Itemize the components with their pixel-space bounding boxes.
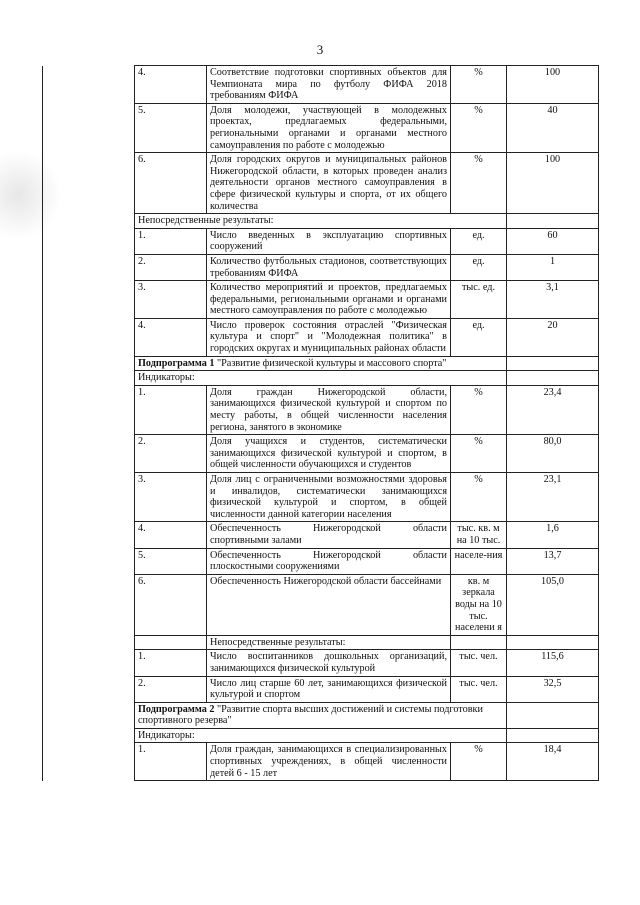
indicator-value: 23,1 [507, 473, 599, 522]
indicator-description: Доля граждан, занимающихся в специализированных спортивных учреждениях, в общей численности детей 6 - 15 лет [207, 743, 451, 781]
unit-of-measure: тыс. чел. [451, 650, 507, 676]
indicator-value: 32,5 [507, 676, 599, 702]
blank-column-cell [43, 743, 135, 781]
indicator-value: 13,7 [507, 548, 599, 574]
subprogram-heading [135, 356, 507, 371]
unit-of-measure: % [451, 473, 507, 522]
table-row [43, 214, 599, 229]
empty-value-cell [507, 635, 599, 650]
row-number: 1. [135, 228, 207, 254]
indicator-description: Количество футбольных стадионов, соответствующих требованиям ФИФА [207, 254, 451, 280]
table-row [43, 281, 599, 319]
table-row [43, 356, 599, 371]
blank-column-cell [43, 574, 135, 635]
table-row [43, 702, 599, 728]
unit-of-measure: ед. [451, 228, 507, 254]
table-row [43, 153, 599, 214]
blank-column-cell [43, 702, 135, 728]
blank-column-cell [43, 66, 135, 104]
indicator-description: Количество мероприятий и проектов, предлагаемых федеральными, региональными органами и органами местного самоуправления по работе с молодежью [207, 281, 451, 319]
indicator-value: 80,0 [507, 435, 599, 473]
indicator-description: Число проверок состояния отраслей "Физическая культура и спорт" и "Молодежная политика" в городских округах и муниципальных районах области [207, 318, 451, 356]
indicator-description: Число введенных в эксплуатацию спортивных сооружений [207, 228, 451, 254]
empty-unit-cell [451, 635, 507, 650]
blank-column-cell [43, 728, 135, 743]
row-number: 2. [135, 435, 207, 473]
unit-of-measure: % [451, 66, 507, 104]
row-number [135, 635, 207, 650]
row-number: 2. [135, 254, 207, 280]
indicator-description: Доля лиц с ограниченными возможностями здоровья и инвалидов, систематически занимающихся физической культурой и спортом, в общей численности данной категории населения [207, 473, 451, 522]
unit-of-measure: % [451, 385, 507, 434]
blank-column-cell [43, 103, 135, 152]
blank-column-cell [43, 522, 135, 548]
empty-value-cell [507, 356, 599, 371]
unit-of-measure: % [451, 153, 507, 214]
indicator-value: 100 [507, 66, 599, 104]
section-heading: Индикаторы: [135, 728, 507, 743]
table-row [43, 385, 599, 434]
subprogram-name: "Развитие спорта высших достижений и системы подготовки спортивного резерва" [138, 703, 483, 727]
blank-column-cell [43, 153, 135, 214]
section-heading: Непосредственные результаты: [207, 635, 451, 650]
row-number: 6. [135, 574, 207, 635]
table-row [43, 650, 599, 676]
indicator-description: Число воспитанников дошкольных организаций, занимающихся физической культурой [207, 650, 451, 676]
row-number: 1. [135, 385, 207, 434]
table-row [43, 66, 599, 104]
unit-of-measure: тыс. кв. м на 10 тыс. [451, 522, 507, 548]
indicator-description: Доля городских округов и муниципальных районов Нижегородской области, в которых проведен анализ деятельности органов местного самоуправления в сфере физической культуры и спорта, от их общего количества [207, 153, 451, 214]
indicator-description: Доля граждан Нижегородской области, занимающихся физической культурой и спортом по месту работы, в общей численности населения региона, занятого в экономике [207, 385, 451, 434]
table-row [43, 635, 599, 650]
blank-column-cell [43, 635, 135, 650]
blank-column-cell [43, 650, 135, 676]
blank-column-cell [43, 228, 135, 254]
table-row [43, 371, 599, 386]
subprogram-title: Подпрограмма 1 [138, 357, 215, 369]
indicator-description: Обеспеченность Нижегородской области плоскостными сооружениями [207, 548, 451, 574]
table-row [43, 318, 599, 356]
blank-column-cell [43, 371, 135, 386]
table-row [43, 435, 599, 473]
row-number: 4. [135, 522, 207, 548]
row-number: 3. [135, 473, 207, 522]
page-number: 3 [316, 42, 324, 57]
indicator-value: 115,6 [507, 650, 599, 676]
section-heading: Непосредственные результаты: [135, 214, 507, 229]
blank-column-cell [43, 254, 135, 280]
unit-of-measure: тыс. ед. [451, 281, 507, 319]
section-heading: Индикаторы: [135, 371, 507, 386]
row-number: 5. [135, 548, 207, 574]
indicator-value: 18,4 [507, 743, 599, 781]
table-row [43, 473, 599, 522]
subprogram-name: "Развитие физической культуры и массового спорта" [214, 357, 447, 369]
indicator-description: Обеспеченность Нижегородской области спортивными залами [207, 522, 451, 548]
blank-column-cell [43, 318, 135, 356]
empty-value-cell [507, 214, 599, 229]
unit-of-measure: ед. [451, 318, 507, 356]
empty-value-cell [507, 371, 599, 386]
unit-of-measure: населе-ния [451, 548, 507, 574]
row-number: 5. [135, 103, 207, 152]
indicator-value: 20 [507, 318, 599, 356]
row-number: 3. [135, 281, 207, 319]
blank-column-cell [43, 356, 135, 371]
table-row [43, 548, 599, 574]
indicator-value: 3,1 [507, 281, 599, 319]
unit-of-measure: % [451, 435, 507, 473]
subprogram-title: Подпрограмма 2 [138, 703, 215, 715]
indicator-value: 40 [507, 103, 599, 152]
indicator-value: 1 [507, 254, 599, 280]
indicator-value: 60 [507, 228, 599, 254]
row-number: 4. [135, 318, 207, 356]
indicator-value: 105,0 [507, 574, 599, 635]
table-row [43, 676, 599, 702]
unit-of-measure: % [451, 743, 507, 781]
row-number: 1. [135, 743, 207, 781]
table-row [43, 574, 599, 635]
row-number: 4. [135, 66, 207, 104]
indicator-value: 100 [507, 153, 599, 214]
blank-column-cell [43, 281, 135, 319]
row-number: 1. [135, 650, 207, 676]
subprogram-heading [135, 702, 507, 728]
table-row [43, 228, 599, 254]
indicator-description: Доля учащихся и студентов, систематически занимающихся физической культурой и спортом, в общей численности обучающихся и студентов [207, 435, 451, 473]
blank-column-cell [43, 676, 135, 702]
blank-column-cell [43, 473, 135, 522]
blank-column-cell [43, 435, 135, 473]
indicator-value: 1,6 [507, 522, 599, 548]
row-number: 2. [135, 676, 207, 702]
unit-of-measure: кв. м зеркала воды на 10 тыс. населени я [451, 574, 507, 635]
blank-column-cell [43, 385, 135, 434]
row-number: 6. [135, 153, 207, 214]
empty-value-cell [507, 702, 599, 728]
unit-of-measure: % [451, 103, 507, 152]
indicator-description: Обеспеченность Нижегородской области бассейнами [207, 574, 451, 635]
indicator-description: Доля молодежи, участвующей в молодежных проектах, предлагаемых федеральными, региональными органами и органами местного самоуправления по работе с молодежью [207, 103, 451, 152]
blank-column-cell [43, 548, 135, 574]
table-row [43, 728, 599, 743]
blank-column-cell [43, 214, 135, 229]
table-row [43, 743, 599, 781]
indicator-description: Число лиц старше 60 лет, занимающихся физической культурой и спортом [207, 676, 451, 702]
table-row [43, 254, 599, 280]
indicator-value: 23,4 [507, 385, 599, 434]
table-row [43, 522, 599, 548]
indicator-table [42, 65, 599, 781]
unit-of-measure: ед. [451, 254, 507, 280]
table-row [43, 103, 599, 152]
indicator-description: Соответствие подготовки спортивных объектов для Чемпионата мира по футболу ФИФА 2018 требованиям ФИФА [207, 66, 451, 104]
empty-value-cell [507, 728, 599, 743]
unit-of-measure: тыс. чел. [451, 676, 507, 702]
